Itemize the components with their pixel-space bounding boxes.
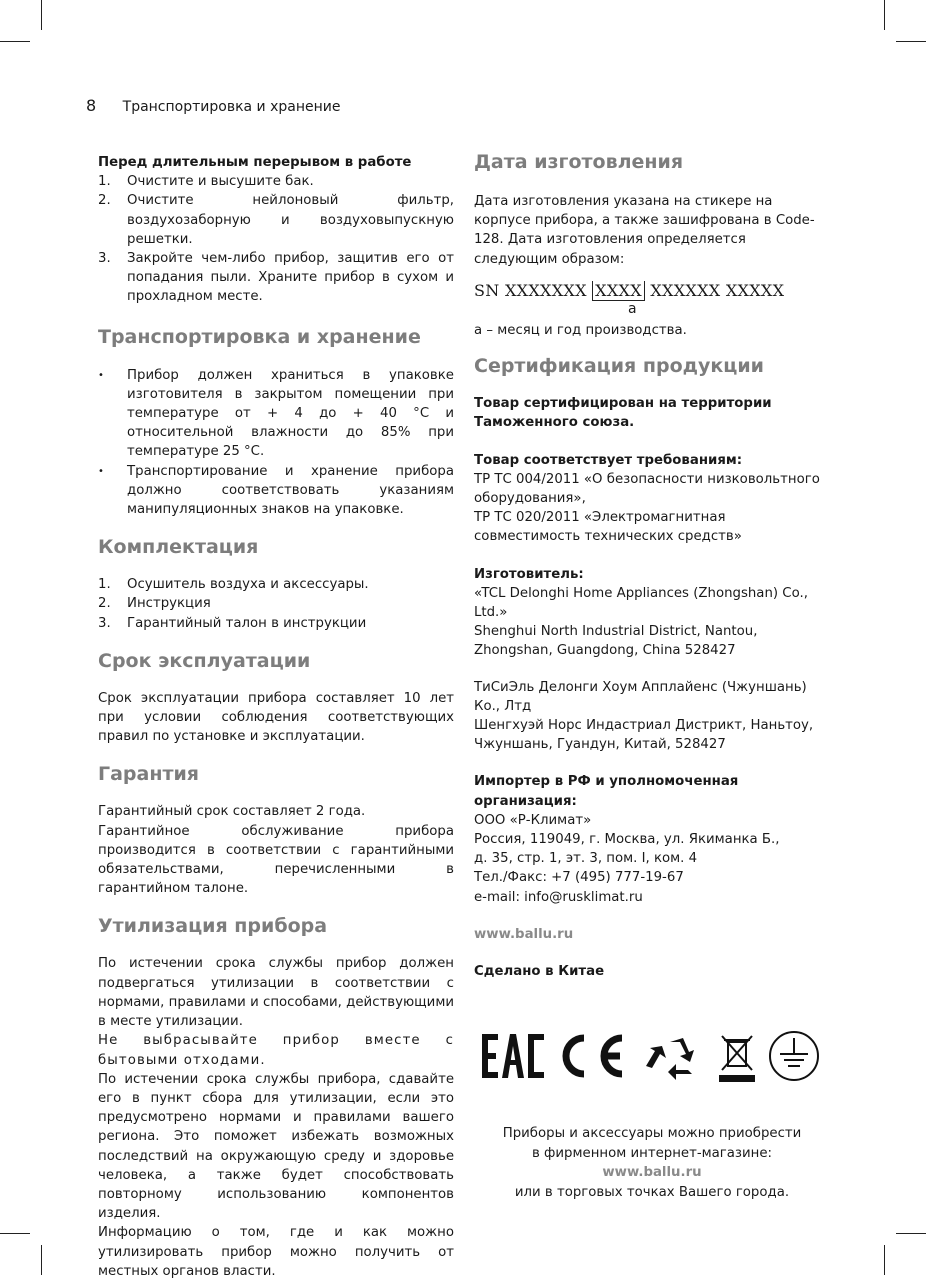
eac-mark-icon [482, 1034, 544, 1078]
cert-heading: Сертификация продукции [474, 355, 764, 378]
crop-mark [884, 1245, 885, 1275]
date-text: Дата изготовления указана на стикере на корпусе прибора, а также зашифрована в Code-128. Дата изготовления определяется следующим образом: [474, 194, 815, 267]
page-number: 8 [86, 96, 97, 115]
service-heading: Срок эксплуатации [98, 649, 311, 672]
list-item: 1. Очистите и высушите бак. [98, 174, 314, 190]
requirements-title: Товар соответствует требованиям: [474, 452, 743, 468]
manufacturer-ru-address: Шенгхуэй Норс Индастриал Дистрикт, Наньтоу, Чжуншань, Гуандун, Китай, 528427 [474, 718, 814, 753]
footer [474, 1124, 830, 1202]
manufacturer-en: «TCL Delonghi Home Appliances (Zhongshan) Co., Ltd.» [474, 585, 808, 621]
right-column [474, 150, 830, 981]
disposal-text-3: По истечении срока службы прибора, сдавайте его в пункт сбора для утилизации, если это предусмотрено нормами и правилами вашего региона. Это поможет избежать возможных последствий на окружающую среду и здоровье человека, а также будет способствовать повторному использованию компонентов изделия. [98, 1071, 454, 1222]
warranty-text-2: Гарантийное обслуживание прибора производится в соответствии с гарантийными обязательствами, перечисленными в гарантийном талоне. [98, 823, 454, 897]
break-title: Перед длительным перерывом в работе [98, 155, 412, 170]
website-link[interactable]: www.ballu.ru [474, 926, 574, 942]
made-in: Сделано в Китае [474, 964, 605, 980]
list-item: • Прибор должен храниться в упаковке изготовителя в закрытом помещении при температуре от + 4 до + 40 °С и относительной влажности до 85% при температуре 25 °С. [98, 367, 454, 460]
disposal-text-2: Не выбрасывайте прибор вместе с бытовыми отходами. [98, 1033, 454, 1068]
certification-icons [480, 1028, 825, 1084]
requirement-2: ТР ТС 020/2011 «Электромагнитная совместимость технических средств» [474, 510, 742, 545]
importer-name: ООО «Р-Климат» [474, 812, 592, 828]
recycle-icon [646, 1038, 694, 1080]
footer-line-3: или в торговых точках Вашего города. [514, 1184, 790, 1200]
warranty-heading: Гарантия [98, 763, 200, 786]
requirement-1: ТР ТС 004/2011 «О безопасности низковольтного оборудования», [474, 471, 820, 507]
crop-mark [41, 1245, 42, 1275]
crop-mark [0, 1233, 30, 1234]
cert-line-1: Товар сертифицирован на территории [474, 396, 772, 412]
list-item: • Транспортирование и хранение прибора должно соответствовать указаниям манипуляционных знаков на упаковке. [98, 463, 454, 518]
left-column [98, 150, 454, 1281]
importer-phone: Тел./Факс: +7 (495) 777-19-67 [474, 870, 684, 886]
importer-address-2: д. 35, стр. 1, эт. 3, пом. I, ком. 4 [474, 851, 698, 867]
disposal-heading: Утилизация прибора [98, 915, 328, 938]
cert-line-2: Таможенного союза. [474, 415, 635, 431]
importer-address-1: Россия, 119049, г. Москва, ул. Якиманка Б., [474, 832, 780, 848]
kit-list [98, 575, 454, 633]
crop-mark [896, 41, 926, 42]
list-item: 3. Закройте чем-либо прибор, защитив его от попадания пыли. Храните прибор в сухом и прохладном месте. [98, 251, 454, 305]
break-steps [98, 172, 454, 306]
importer-email: e-mail: info@rusklimat.ru [474, 889, 643, 905]
manufacturer-title: Изготовитель: [474, 566, 584, 582]
manufacturer-ru: ТиСиЭль Делонги Хоум Апплайенс (Чжуншань) Ко., Лтд [474, 679, 807, 714]
crop-mark [884, 0, 885, 30]
list-item: 1. Осушитель воздуха и аксессуары. [98, 577, 369, 593]
disposal-text-4: Информацию о том, где и как можно утилизировать прибор можно получить от местных органов власти. [98, 1225, 454, 1279]
date-legend: а – месяц и год производства. [474, 323, 687, 339]
footer-line-2: в фирменном интернет-магазине: [531, 1145, 772, 1161]
date-heading: Дата изготовления [474, 151, 684, 173]
footer-line-1: Приборы и аксессуары можно приобрести [502, 1126, 802, 1141]
ground-symbol-icon [770, 1032, 818, 1080]
transport-list [98, 366, 454, 520]
crop-mark [896, 1233, 926, 1234]
running-title: Транспортировка и хранение [122, 99, 341, 115]
importer-title: Импортер в РФ и уполномоченная организация: [474, 774, 739, 809]
weee-bin-icon [720, 1036, 754, 1081]
disposal-text-1: По истечении срока службы прибор должен подвергаться утилизации в соответствии с нормами, правилами и способами, действующими в месте утилизации. [98, 956, 454, 1030]
warranty-text: Гарантийный срок составляет 2 года. [98, 804, 366, 820]
page-header [86, 96, 341, 115]
crop-mark [0, 41, 30, 42]
crop-mark [41, 0, 42, 30]
ce-mark-icon [566, 1038, 622, 1074]
list-item: 2. Очистите нейлоновый фильтр, воздухозаборную и воздуховыпускную решетки. [98, 193, 454, 247]
sn-date-bracket: XXXX [592, 281, 645, 301]
sn-date-label: a [628, 300, 637, 317]
manufacturer-en-address: Shenghui North Industrial District, Nantou, Zhongshan, Guangdong, China 528427 [474, 624, 758, 659]
serial-number-format: SN XXXXXXX XXXX XXXXXX XXXXX a [474, 281, 830, 301]
list-item: 2. Инструкция [98, 596, 211, 612]
kit-heading: Комплектация [98, 536, 259, 559]
transport-heading: Транспортировка и хранение [98, 325, 421, 348]
list-item: 3. Гарантийный талон в инструкции [98, 615, 367, 631]
footer-site-link[interactable]: www.ballu.ru [602, 1165, 702, 1180]
service-text: Срок эксплуатации прибора составляет 10 лет при условии соблюдения соответствующих правил по установке и эксплуатации. [98, 690, 454, 745]
